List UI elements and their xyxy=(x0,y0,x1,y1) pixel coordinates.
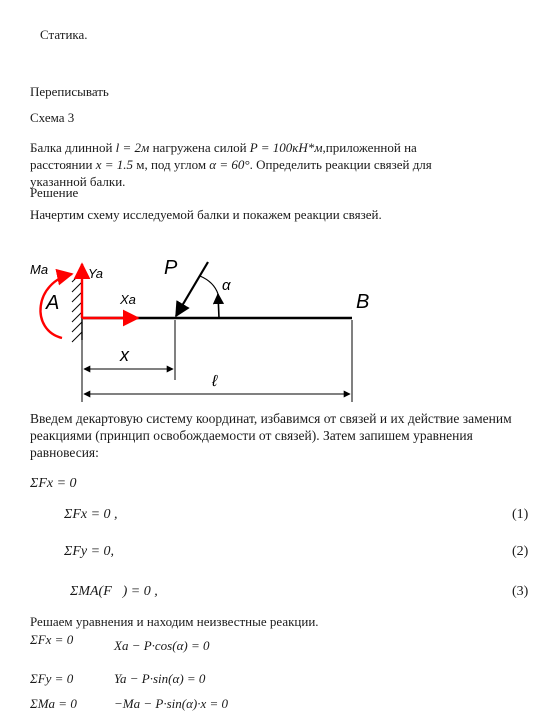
force-p-arrow xyxy=(176,262,208,316)
solution-1-lhs: ΣFx = 0 xyxy=(30,632,74,647)
label-alpha: α xyxy=(222,277,231,294)
rewrite-label: Переписывать xyxy=(30,84,109,99)
equation-2-number: (2) xyxy=(512,544,529,559)
angle-pointer xyxy=(218,294,219,318)
equation-3: ΣMA(F⃗) = 0 , xyxy=(70,584,158,599)
beam-diagram xyxy=(0,250,550,410)
equation-1: ΣFx = 0 , xyxy=(64,507,118,522)
label-ma: Ma xyxy=(30,262,49,277)
label-l: ℓ xyxy=(212,373,218,390)
scheme-label: Схема 3 xyxy=(30,110,75,125)
label-xa: Xa xyxy=(120,292,136,307)
solution-3-rhs: −Ma − P·sin(α)·x = 0 xyxy=(114,696,229,711)
label-x: x xyxy=(120,345,129,365)
page-title: Статика. xyxy=(40,27,88,42)
label-ya: Ya xyxy=(88,266,103,281)
equation-1-number: (1) xyxy=(512,507,529,522)
problem-line-3: указанной балки. xyxy=(30,174,126,189)
angle-arc xyxy=(200,276,218,294)
label-p: P xyxy=(164,257,178,279)
label-a: A xyxy=(46,292,60,314)
equation-2: ΣFy = 0, xyxy=(64,544,115,559)
solution-2-rhs: Ya − P·sin(α) = 0 xyxy=(114,671,206,686)
problem-line-2: расстоянии x = 1.5 м, под углом α = 60°. Определить реакции связей для xyxy=(30,157,432,172)
label-b: B xyxy=(356,291,370,313)
solution-2-lhs: ΣFy = 0 xyxy=(30,671,74,686)
equation-3-number: (3) xyxy=(512,584,529,599)
solution-3-lhs: ΣMa = 0 xyxy=(30,696,77,711)
solution-heading: Решение xyxy=(30,185,79,200)
solve-text: Решаем уравнения и находим неизвестные реакции. xyxy=(30,614,319,629)
eq-sum-fx-top: ΣFx = 0 xyxy=(30,476,77,491)
wall-hatching xyxy=(72,272,82,342)
intro-paragraph: Введем декартовую систему координат, избавимся от связей и их действие заменим реакциями (принцип освобождаемости от связей). Затем запишем уравнения равновесия: xyxy=(30,411,512,460)
problem-line-1: Балка длинной l = 2м нагружена силой P = 100кН*м,приложенной на xyxy=(30,140,417,155)
solution-1-rhs: Xa − P·cos(α) = 0 xyxy=(114,638,210,653)
draw-scheme-text: Начертим схему исследуемой балки и покажем реакции связей. xyxy=(30,207,382,222)
